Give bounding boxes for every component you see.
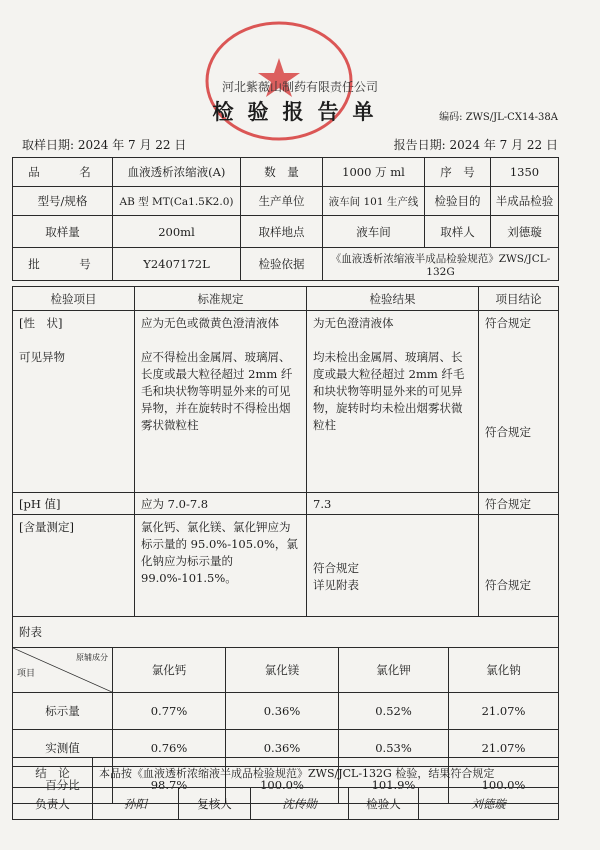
visible-conclusion: 符合规定	[485, 425, 531, 439]
quantity-value: 1000 万 ml	[323, 158, 425, 187]
content-result-2: 详见附表	[313, 578, 359, 592]
table-cell: 21.07%	[449, 693, 559, 730]
report-date: 报告日期: 2024 年 7 月 22 日	[393, 138, 558, 152]
purpose-label: 检验目的	[425, 187, 491, 216]
sample-place-value: 液车间	[323, 216, 425, 248]
row-label-labeled: 标示量	[13, 693, 113, 730]
table-cell: 100.0%	[226, 767, 339, 804]
sampler-label: 取样人	[425, 216, 491, 248]
content-result-cell	[307, 515, 479, 617]
color-result: 为无色澄清液体	[313, 316, 394, 330]
conclusion-label: 结 论	[13, 758, 93, 788]
table-cell: 101.9%	[339, 767, 449, 804]
col-magnesium: 氯化镁	[226, 648, 339, 693]
row-label-percent: 百分比	[13, 767, 113, 804]
props-label: [性 状]	[19, 316, 63, 330]
ph-result: 7.3	[307, 493, 479, 515]
ph-conclusion: 符合规定	[479, 493, 559, 515]
sample-place-label: 取样地点	[241, 216, 323, 248]
ph-standard: 应为 7.0-7.8	[135, 493, 307, 515]
props-standard-cell	[135, 311, 307, 493]
seq-label: 序 号	[425, 158, 491, 187]
table-cell: 0.36%	[226, 693, 339, 730]
appendix-corner-cell	[13, 648, 113, 693]
color-standard: 应为无色或微黄色澄清液体	[141, 316, 279, 330]
content-conclusion: 符合规定	[479, 515, 559, 617]
quantity-label: 数 量	[241, 158, 323, 187]
corner-top-label: 原辅成分	[76, 653, 108, 662]
table-cell: 21.07%	[449, 730, 559, 767]
form-code: 编码: ZWS/JL-CX14-38A	[439, 112, 558, 123]
visible-standard: 应不得检出金属屑、玻璃屑、长度或最大粒径超过 2mm 纤毛和块状物等明显外来的可见异物，并在旋转时不得检出烟雾状微粒柱	[141, 350, 293, 432]
header-item: 检验项目	[13, 287, 135, 311]
unit-label: 生产单位	[241, 187, 323, 216]
props-result-cell	[307, 311, 479, 493]
props-conclusion-cell	[479, 311, 559, 493]
reviewer-signature: 沈传勋	[251, 788, 349, 820]
sample-amount-label: 取样量	[13, 216, 113, 248]
header-conclusion: 项目结论	[479, 287, 559, 311]
table-cell: 98.7%	[113, 767, 226, 804]
sample-date: 取样日期: 2024 年 7 月 22 日	[22, 138, 187, 152]
content-label: [含量测定]	[13, 515, 135, 617]
col-calcium: 氯化钙	[113, 648, 226, 693]
table-cell: 0.36%	[226, 730, 339, 767]
table-cell: 0.76%	[113, 730, 226, 767]
responsible-signature: 孙阳	[93, 788, 179, 820]
inspector-label: 检验人	[349, 788, 419, 820]
col-sodium: 氯化钠	[449, 648, 559, 693]
header-result: 检验结果	[307, 287, 479, 311]
inspector-signature: 刘德璇	[419, 788, 559, 820]
responsible-label: 负责人	[13, 788, 93, 820]
corner-bottom-label: 项目	[17, 669, 36, 679]
info-table	[12, 157, 559, 281]
basis-label: 检验依据	[241, 248, 323, 281]
page-title: 检验报告单	[212, 99, 388, 124]
unit-value: 液车间 101 生产线	[323, 187, 425, 216]
results-table	[12, 286, 559, 617]
props-cell	[13, 311, 135, 493]
color-conclusion: 符合规定	[485, 316, 531, 330]
header-standard: 标准规定	[135, 287, 307, 311]
conclusion-table	[12, 757, 559, 820]
ph-label: [pH 值]	[13, 493, 135, 515]
spec-label: 型号/规格	[13, 187, 113, 216]
seq-value: 1350	[491, 158, 559, 187]
spec-value: AB 型 MT(Ca1.5K2.0)	[113, 187, 241, 216]
table-cell: 0.53%	[339, 730, 449, 767]
content-result-1: 符合规定	[313, 561, 359, 575]
name-value: 血液透析浓缩液(A)	[113, 158, 241, 187]
reviewer-label: 复核人	[179, 788, 251, 820]
company-name: 河北紫薇山制药有限责任公司	[221, 80, 378, 94]
batch-value: Y2407172L	[113, 248, 241, 281]
visible-label: 可见异物	[19, 350, 65, 364]
table-cell: 0.52%	[339, 693, 449, 730]
batch-label: 批 号	[13, 248, 113, 281]
col-potassium: 氯化钾	[339, 648, 449, 693]
content-standard: 氯化钙、氯化镁、氯化钾应为标示量的 95.0%-105.0%，氯化钠应为标示量的 99.0%-101.5%。	[135, 515, 307, 617]
table-cell: 0.77%	[113, 693, 226, 730]
purpose-value: 半成品检验	[491, 187, 559, 216]
conclusion-text: 本品按《血液透析浓缩液半成品检验规范》ZWS/JCL-132G 检验，结果符合规定	[93, 758, 559, 788]
basis-value: 《血液透析浓缩液半成品检验规范》ZWS/JCL-132G	[323, 248, 559, 281]
name-label: 品 名	[13, 158, 113, 187]
row-label-measured: 实测值	[13, 730, 113, 767]
table-cell: 100.0%	[449, 767, 559, 804]
sample-amount-value: 200ml	[113, 216, 241, 248]
appendix-label: 附表	[13, 617, 559, 648]
visible-result: 均未检出金属屑、玻璃屑、长度或最大粒径超过 2mm 纤毛和块状物等明显外来的可见异物，旋转时均未检出烟雾状微粒柱	[313, 350, 465, 432]
sampler-value: 刘德璇	[491, 216, 559, 248]
